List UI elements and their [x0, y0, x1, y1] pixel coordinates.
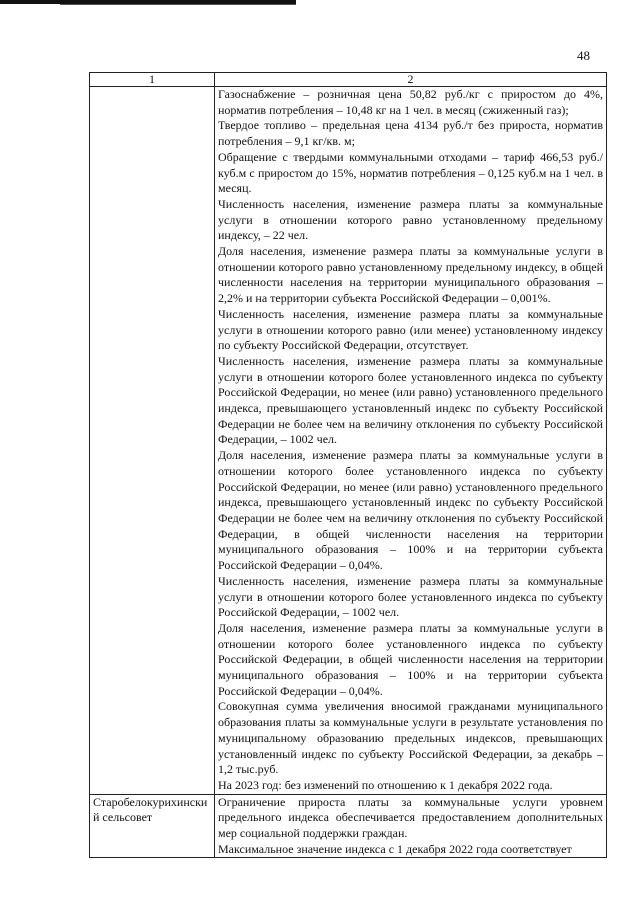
paragraph: Доля населения, изменение размера платы за коммунальные услуги в отношении которого более установленного индекса по субъекту Российской Федерации, но менее (или равно) установленного предельного индекса, превышающего установленный индекс по субъекту Российской Федерации не более чем на величину отклонения по субъекту Российской Федерации, в общей численности населения на территории муниципального образования – 100% и на территории субъекта Российской Федерации – 0,04%.	[218, 448, 603, 573]
paragraph: Ограничение прироста платы за коммунальные услуги уровнем предельного индекса обеспечивается предоставлением дополнительных мер социальной поддержки граждан.	[218, 794, 603, 841]
paragraph: Численность населения, изменение размера платы за коммунальные услуги в отношении которого более установленного индекса по субъекту Российской Федерации, но менее (или равно) установленного предельного индекса, превышающего установленный индекс по субъекту Российской Федерации не более чем на величину отклонения по субъекту Российской Федерации, – 1002 чел.	[218, 353, 603, 447]
paragraph: Твердое топливо – предельная цена 4134 руб./т без прироста, норматив потребления – 9,1 кг/кв. м;	[218, 118, 603, 149]
paragraph: Газоснабжение – розничная цена 50,82 руб./кг с приростом до 4%, норматив потребления – 10,48 кг на 1 чел. в месяц (сжиженный газ);	[218, 87, 603, 117]
description-cell	[215, 794, 607, 858]
paragraph: Численность населения, изменение размера платы за коммунальные услуги в отношении которого равно (или менее) установленному индексу по субъекту Российской Федерации, отсутствует.	[218, 306, 603, 353]
table-row	[90, 794, 607, 858]
column-header: 2	[215, 73, 607, 87]
region-cell	[90, 87, 215, 795]
paragraph: Доля населения, изменение размера платы за коммунальные услуги в отношении которого равно установленному предельному индексу, в общей численности населения на территории муниципального образования – 2,2% и на территории субъекта Российской Федерации – 0,001%.	[218, 244, 603, 306]
paragraph: Максимальное значение индекса с 1 декабря 2022 года соответствует	[218, 841, 572, 856]
paragraph: Обращение с твердыми коммунальными отходами – тариф 466,53 руб./куб.м с приростом до 15%, норматив потребления – 0,125 куб.м на 1 чел. в месяц.	[218, 149, 603, 196]
scan-artifact-line	[60, 4, 296, 5]
paragraph: Доля населения, изменение размера платы за коммунальные услуги в отношении которого более установленного индекса по субъекту Российской Федерации, в общей численности населения на территории муниципального образования – 100% и на территории субъекта Российской Федерации – 0,04%.	[218, 620, 603, 698]
table-row	[90, 87, 607, 795]
paragraph: Численность населения, изменение размера платы за коммунальные услуги в отношении которого равно установленному предельному индексу, – 22 чел.	[218, 196, 603, 243]
description-cell	[215, 87, 607, 795]
paragraph: Численность населения, изменение размера платы за коммунальные услуги в отношении которого более установленного индекса по субъекту Российской Федерации, – 1002 чел.	[218, 573, 603, 620]
region-cell: Старобелокурихинский сельсовет	[90, 794, 215, 858]
table-header-row	[90, 73, 607, 87]
paragraph: На 2023 год: без изменений по отношению к 1 декабря 2022 года.	[218, 777, 553, 792]
page-number: 48	[577, 48, 590, 63]
paragraph: Совокупная сумма увеличения вносимой гражданами муниципального образования платы за коммунальные услуги в результате установления по муниципальному образованию предельных индексов, превышающих установленный индекс по субъекту Российской Федерации, за декабрь – 1,2 тыс.руб.	[218, 699, 603, 777]
column-header: 1	[90, 73, 215, 87]
document-table	[89, 72, 607, 858]
